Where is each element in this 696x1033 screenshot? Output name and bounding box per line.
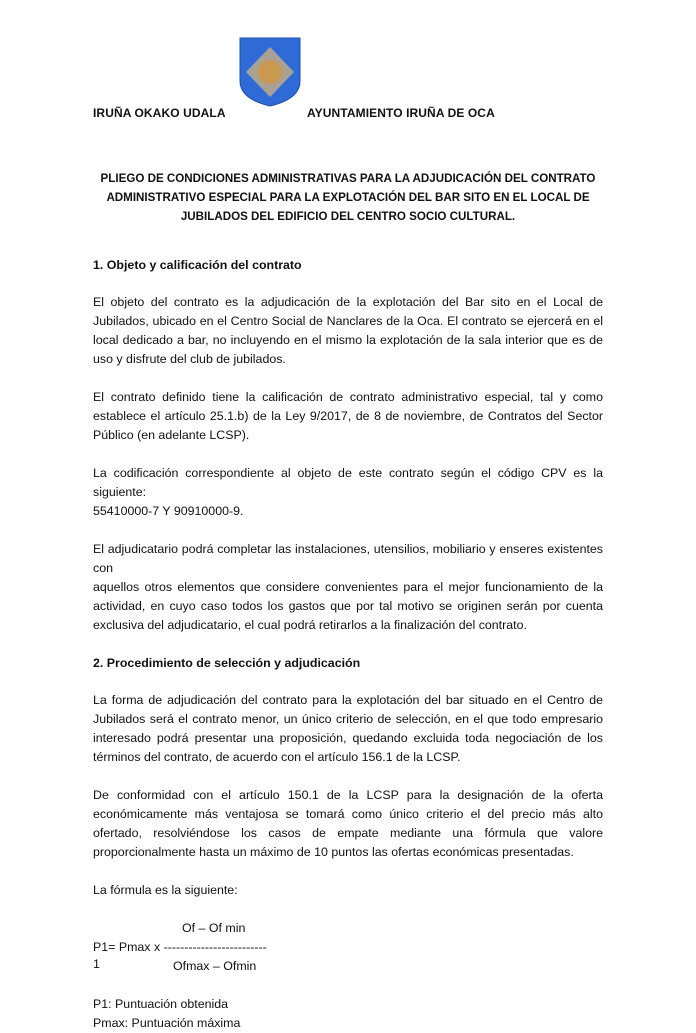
formula-numerator: Of – Of min xyxy=(182,921,246,935)
paragraph: El contrato definido tiene la calificación de contrato administrativo especial, tal y como establece el artículo 25.1.b) de la Ley 9/2017, de 8 de noviembre, de Contratos del Sector Público (en adelante LCSP). xyxy=(93,390,603,442)
page-number: 1 xyxy=(93,957,100,971)
formula-denominator: Ofmax – Ofmin xyxy=(173,959,257,973)
title-line: ADMINISTRATIVO ESPECIAL PARA LA EXPLOTACIÓN DEL BAR SITO EN EL LOCAL DE xyxy=(106,191,590,204)
header-left-basque: IRUÑA OKAKO UDALA xyxy=(93,106,226,120)
scoring-formula xyxy=(93,919,603,976)
coat-of-arms-icon xyxy=(238,37,302,107)
definition-line: Pmax: Puntuación máxima xyxy=(93,1016,241,1030)
paragraph: El objeto del contrato es la adjudicación de la explotación del Bar sito en el Local de Jubilados, ubicado en el Centro Social de Nanclares de la Oca. El contrato se ejercerá en el local dedicado a bar, no incluyendo en el mismo la explotación de la sala interior que es de uso y disfrute del club de jubilados. xyxy=(93,295,603,366)
header-right-spanish: AYUNTAMIENTO IRUÑA DE OCA xyxy=(307,106,495,120)
paragraph: De conformidad con el artículo 150.1 de la LCSP para la designación de la oferta económicamente más ventajosa se tomará como único criterio el del precio más alto ofertado, resolviéndose los casos de empate mediante una fórmula que valore proporcionalmente hasta un máximo de 10 puntos las ofertas económicas presentadas. xyxy=(93,788,603,859)
document-body xyxy=(93,256,603,1033)
section-heading: 1. Objeto y calificación del contrato xyxy=(93,258,302,272)
section-heading: 2. Procedimiento de selección y adjudicación xyxy=(93,656,361,670)
document-title xyxy=(93,169,603,226)
title-line: PLIEGO DE CONDICIONES ADMINISTRATIVAS PARA LA ADJUDICACIÓN DEL CONTRATO xyxy=(100,172,596,185)
title-line: JUBILADOS DEL EDIFICIO DEL CENTRO SOCIO CULTURAL. xyxy=(180,210,516,223)
paragraph: La codificación correspondiente al objeto de este contrato según el código CPV es la siguiente: xyxy=(93,466,603,499)
definition-line: P1: Puntuación obtenida xyxy=(93,997,229,1011)
paragraph: aquellos otros elementos que considere convenientes para el mejor funcionamiento de la actividad, en cuyo caso todos los gastos que por tal motivo se originen serán por cuenta exclusiva del adjudicatario, el cual podrá retirarlos a la finalización del contrato. xyxy=(93,580,603,632)
formula-intro: La fórmula es la siguiente: xyxy=(93,883,238,897)
paragraph: La forma de adjudicación del contrato para la explotación del bar situado en el Centro de Jubilados será el contrato menor, un único criterio de selección, en el que todo empresario interesado podrá presentar una proposición, quedando excluida toda negociación de los términos del contrato, de acuerdo con el artículo 156.1 de la LCSP. xyxy=(93,693,603,764)
formula-lhs: P1= Pmax x ------------------------- xyxy=(93,940,267,954)
cpv-codes: 55410000-7 Y 90910000-9. xyxy=(93,504,244,518)
paragraph: El adjudicatario podrá completar las instalaciones, utensilios, mobiliario y enseres existentes con xyxy=(93,542,603,575)
